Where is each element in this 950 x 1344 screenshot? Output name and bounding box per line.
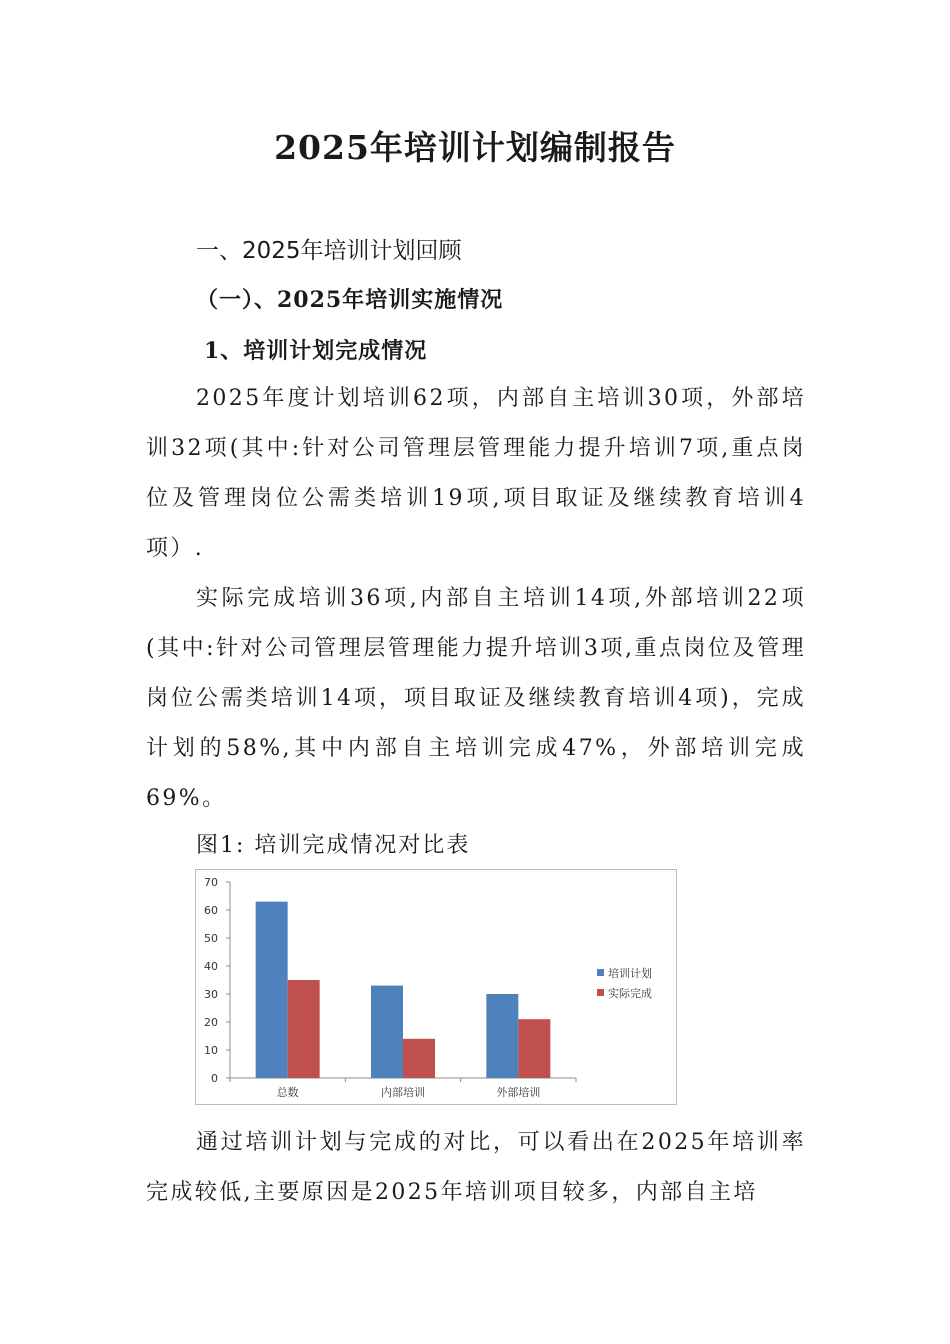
y-tick-label: 60 [204,904,218,917]
y-tick-label: 40 [204,960,218,973]
subsection-heading: （一）、2025年培训实施情况 [196,287,504,313]
document-title: 2025年培训计划编制报告 [274,128,676,167]
bar-0-0 [256,902,288,1078]
x-tick-label: 内部培训 [381,1086,425,1099]
x-tick-label: 总数 [276,1086,299,1099]
legend-label: 实际完成 [608,987,652,1000]
bar-1-0 [288,980,320,1078]
bar-0-1 [371,986,403,1078]
bar-1-2 [518,1019,550,1078]
paragraph-plan: 2025年度计划培训62项，内部自主培训30项，外部培训32项(其中:针对公司管理层管理能力提升培训7项,重点岗位及管理岗位公需类培训19项,项目取证及继续教育培训4项）. [146,386,806,561]
subsubsection-heading: 1、培训计划完成情况 [204,338,428,364]
legend-swatch [597,969,604,976]
y-tick-label: 50 [204,932,218,945]
figure-caption: 图1: 培训完成情况对比表 [196,833,471,858]
bar-0-2 [486,994,518,1078]
x-tick-label: 外部培训 [496,1086,541,1099]
y-tick-label: 30 [204,988,218,1001]
y-tick-label: 70 [204,876,218,889]
section-heading: 一、2025年培训计划回顾 [196,238,462,264]
y-tick-label: 0 [211,1072,218,1085]
legend-label: 培训计划 [608,967,652,980]
paragraph-analysis: 通过培训计划与完成的对比，可以看出在2025年培训率完成较低,主要原因是2025年培训项目较多，内部自主培 [146,1130,806,1205]
legend-swatch [597,989,604,996]
paragraph-actual: 实际完成培训36项,内部自主培训14项,外部培训22项(其中:针对公司管理层管理能力提升培训3项,重点岗位及管理岗位公需类培训14项，项目取证及继续教育培训4项)，完成计划的58%,其中内部自主培训完成47%，外部培训完成69%。 [146,586,806,811]
bar-1-1 [403,1039,435,1078]
bar-chart-svg [196,870,676,1104]
bar-chart [195,869,677,1105]
y-tick-label: 10 [204,1044,218,1057]
y-tick-label: 20 [204,1016,218,1029]
